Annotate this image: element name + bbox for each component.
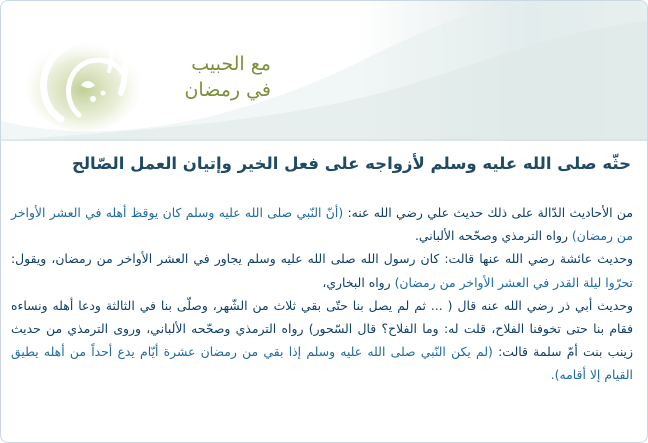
paragraph-2-text: وحديث عائشة رضي الله عنها قالت: كان رسول الله صلى الله عليه وسلم يجاور في العشر الأواخر من رمضان، ويقول: bbox=[11, 251, 633, 267]
paragraph-1 bbox=[11, 201, 633, 247]
series-title-line-2: في رمضان bbox=[184, 79, 271, 101]
article-body bbox=[11, 201, 633, 387]
series-title bbox=[151, 51, 271, 103]
article-heading: حثّه صلى الله عليه وسلم لأزواجه على فعل الخير وإتيان العمل الصّالح bbox=[71, 154, 631, 173]
paragraph-3-text: وحديث أبي ذر رضي الله عنه قال ( ... ثم لم يصل بنا حتّى بقي ثلاث من الشّهر، وصلّى بنا في الثالثة ودعا أهله ونساءه فقام بنا حتى تخوفنا الفلاح، قلت له: وما الفلاح؟ قال السّحور) رواه الترمذي وصحّحه الألباني، وروى الترمذي من حديث زينب بنت أمّ سلمة قالت: bbox=[11, 297, 633, 360]
paragraph-3-quote: (لم يكن النّبي صلى الله عليه وسلم إذا بقي من رمضان عشرة أيّام يدع أحداً من أهله يطيق القيام إلا أقامه). bbox=[11, 344, 633, 383]
paragraph-1-quote: (أنّ النّبي صلى الله عليه وسلم كان يوقظ أهله في العشر الأواخر من رمضان) bbox=[11, 205, 633, 244]
paragraph-2-source: رواه البخاري، bbox=[322, 274, 395, 290]
paragraph-1-source: رواه الترمذي وصحّحه الألباني. bbox=[414, 228, 572, 244]
paragraph-3 bbox=[11, 294, 633, 387]
header-banner bbox=[1, 1, 647, 141]
prophet-calligraphy-logo bbox=[21, 15, 151, 133]
paragraph-1-text: من الأحاديث الدّالة على ذلك حديث علي رضي الله عنه: bbox=[343, 205, 633, 220]
paragraph-2-quote: تحرّوا ليلة القدر في العشر الأواخر من رمضان) bbox=[394, 274, 633, 290]
paragraph-2 bbox=[11, 247, 633, 293]
series-title-line-1: مع الحبيب bbox=[191, 53, 271, 75]
